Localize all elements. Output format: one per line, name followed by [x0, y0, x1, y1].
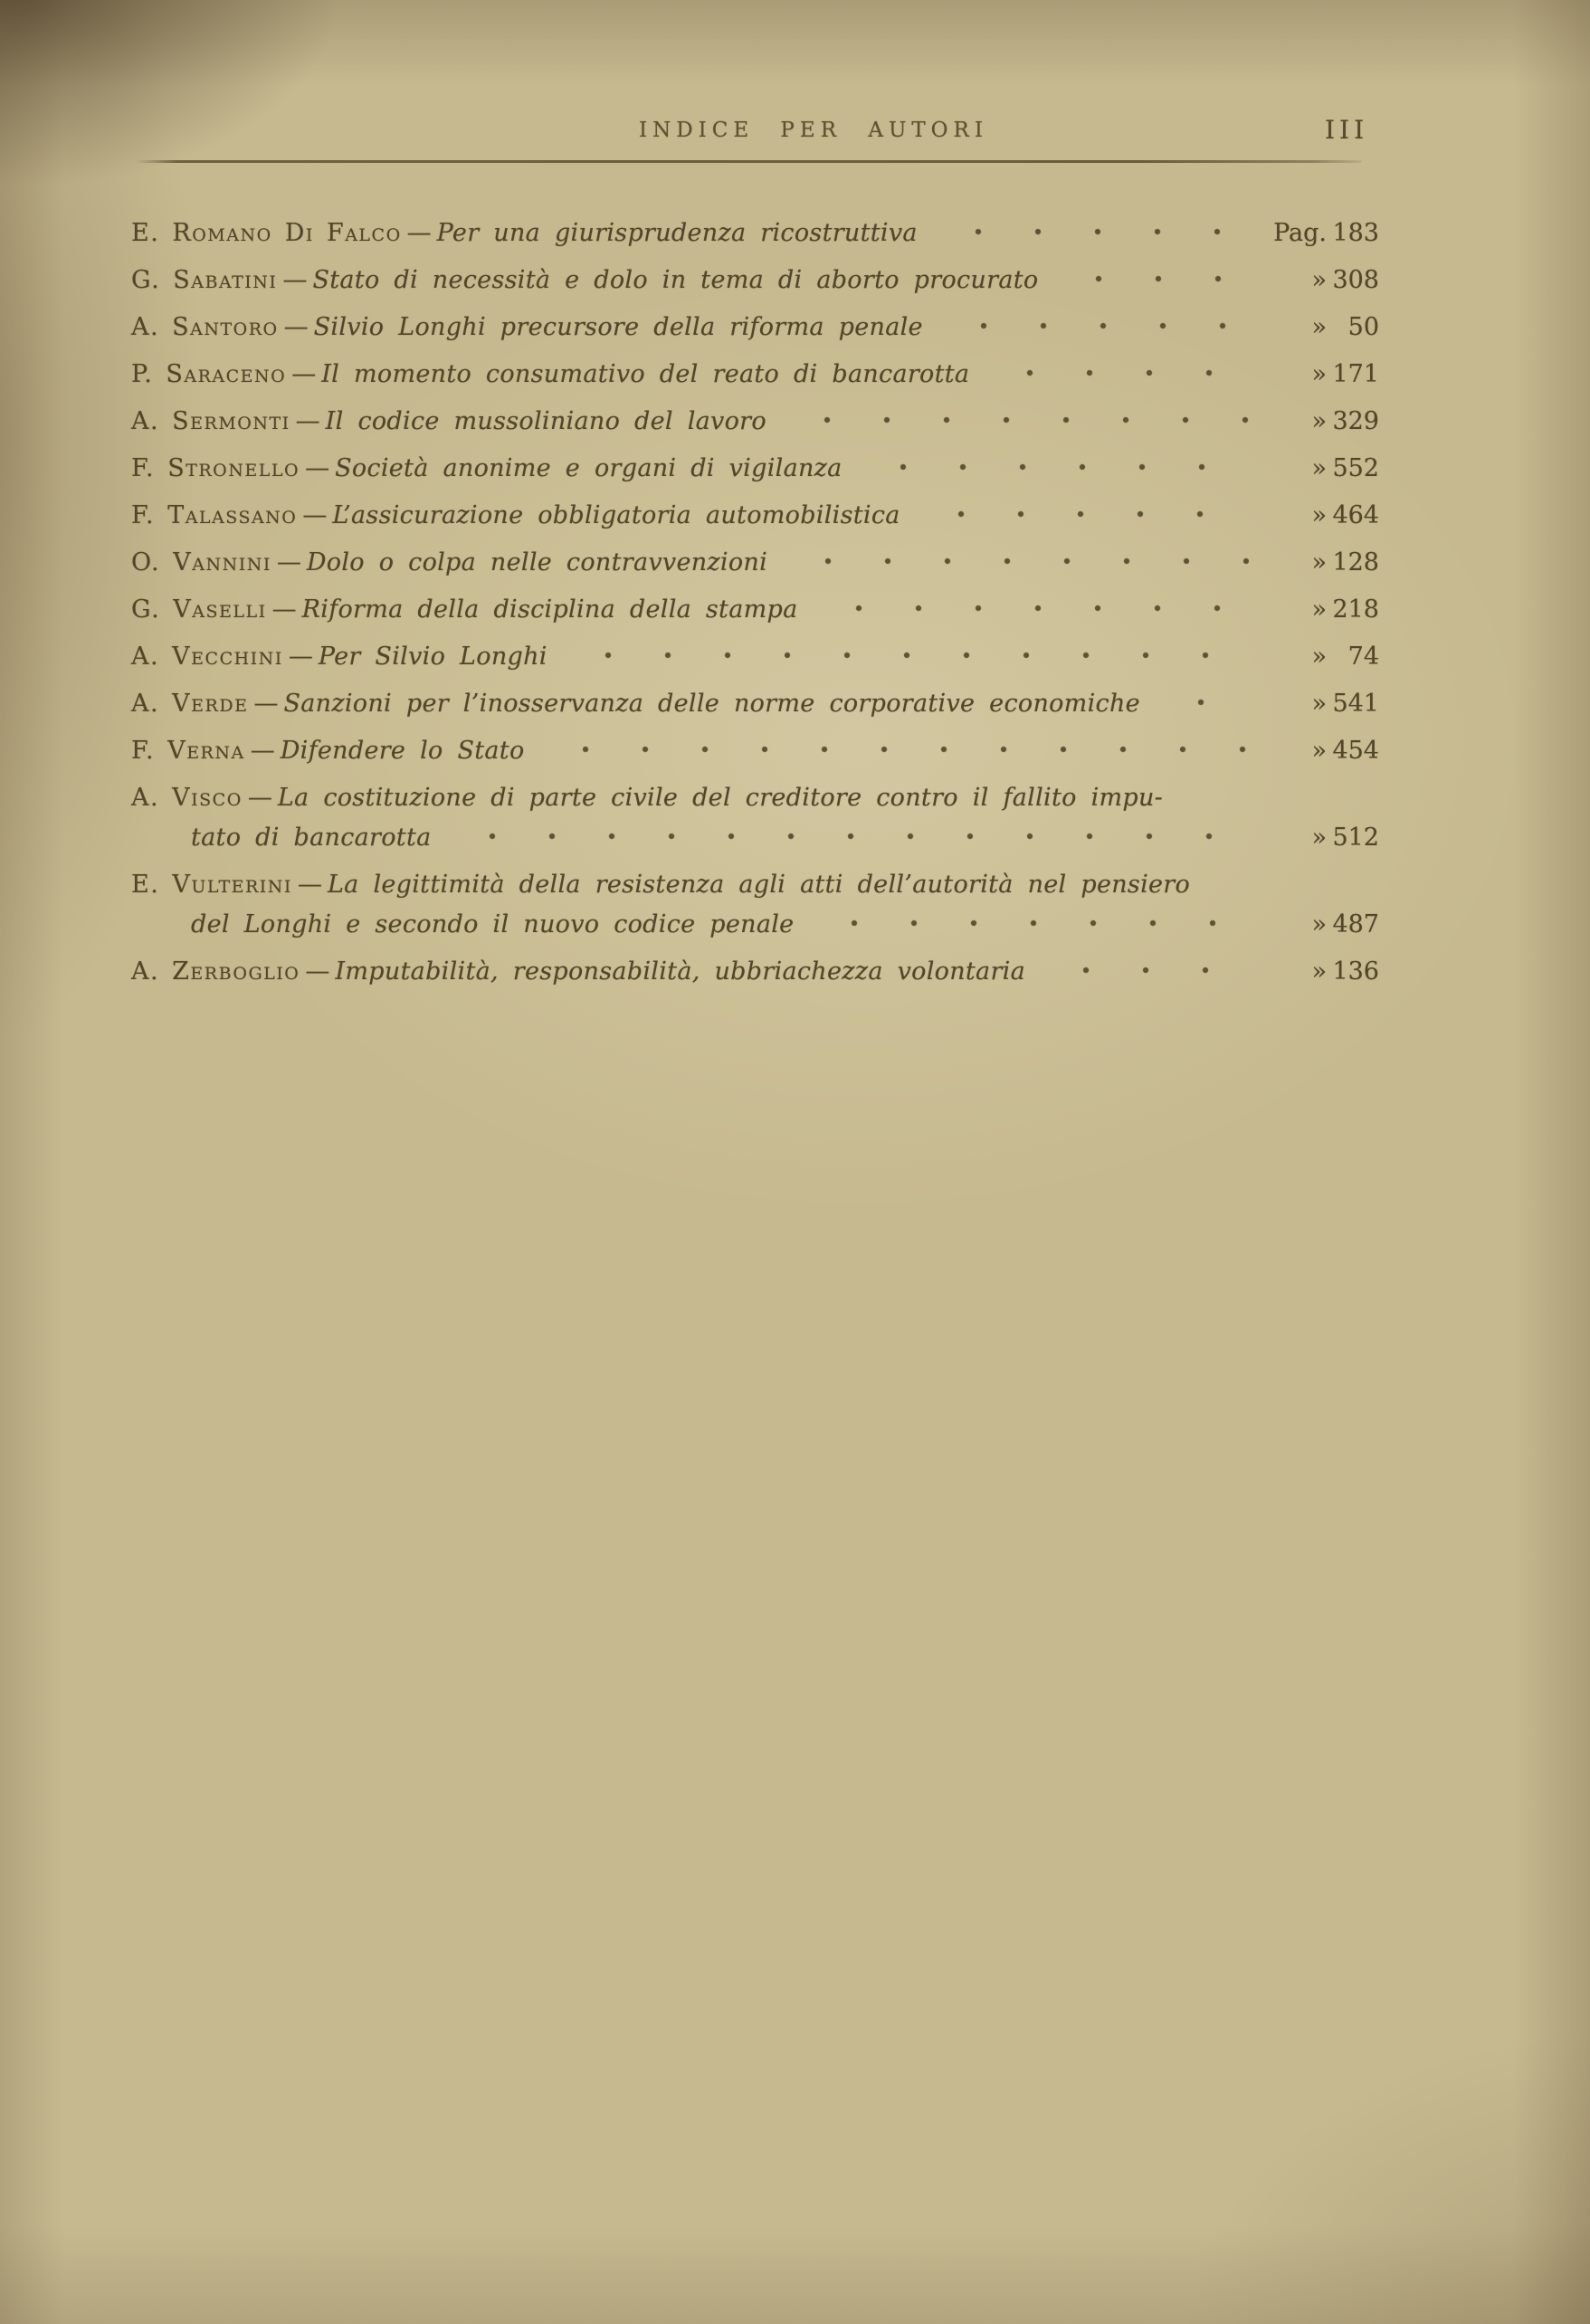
- page-ref-number: 218: [1332, 595, 1379, 624]
- entry-text: [131, 778, 1163, 818]
- entry-text: [131, 684, 1140, 724]
- dot-leader: [941, 308, 1249, 348]
- entry-title: Sanzioni per l’inosservanza delle norme corporative economiche: [283, 690, 1140, 718]
- dot-leader: [987, 355, 1249, 395]
- entry-text: [131, 637, 547, 677]
- entry-text: [131, 402, 766, 442]
- page-ref-number: 541: [1332, 690, 1379, 718]
- entry-title: Stato di necessità e dolo in tema di aborto procurato: [312, 266, 1039, 294]
- entry-title: Per una giurisprudenza ricostruttiva: [436, 219, 918, 247]
- index-entry: [131, 214, 1379, 253]
- dot-leader: [785, 402, 1249, 442]
- em-dash: —: [283, 313, 309, 341]
- page-ref-label: »: [1311, 313, 1327, 341]
- entry-title: Imputabilità, responsabilità, ubbriachezza volontaria: [335, 957, 1025, 986]
- index-entry: [131, 449, 1379, 489]
- entry-line: [131, 590, 1379, 630]
- page-ref-label: »: [1311, 643, 1327, 671]
- entry-text: [131, 865, 1190, 905]
- entry-line: [131, 449, 1379, 489]
- em-dash: —: [406, 219, 432, 247]
- dot-leader: [816, 590, 1250, 630]
- page-ref-label: »: [1311, 454, 1327, 482]
- page-ref-number: 329: [1332, 407, 1379, 435]
- entry-line: [131, 952, 1379, 992]
- page-ref-number: 136: [1332, 957, 1379, 986]
- entry-author: A. Santoro: [131, 313, 279, 341]
- entry-title: La costituzione di parte civile del creditore contro il fallito impu-: [277, 784, 1164, 812]
- entry-author: F. Talassano: [131, 501, 298, 529]
- entry-title: L’assicurazione obbligatoria automobilistica: [332, 501, 900, 529]
- page-ref-label: Pag.: [1273, 219, 1327, 247]
- entry-text: [131, 496, 900, 536]
- entry-text: [131, 590, 798, 630]
- index-entry: [131, 402, 1379, 442]
- page-ref-label: »: [1311, 266, 1327, 294]
- entry-title-continuation: tato di bancarotta: [191, 824, 432, 852]
- author-index-list: [131, 214, 1379, 999]
- page-ref-label: »: [1311, 548, 1327, 576]
- entry-author: A. Verde: [131, 690, 249, 718]
- entry-title: Il codice mussoliniano del lavoro: [325, 407, 766, 435]
- em-dash: —: [247, 784, 272, 812]
- entry-author: G. Vaselli: [131, 595, 267, 624]
- entry-text: [131, 449, 843, 489]
- entry-line: [131, 308, 1379, 348]
- running-head: INDICE PER AUTORI: [639, 119, 988, 142]
- em-dash: —: [282, 266, 308, 294]
- page-ref-label: »: [1311, 737, 1327, 765]
- entry-title-continuation: del Longhi e secondo il nuovo codice penale: [191, 910, 795, 938]
- entry-line: [131, 731, 1379, 771]
- entry-line: [131, 402, 1379, 442]
- em-dash: —: [295, 407, 320, 435]
- em-dash: —: [297, 871, 322, 899]
- index-entry: [131, 865, 1379, 945]
- index-entry: [131, 778, 1379, 858]
- dot-leader: [785, 543, 1249, 583]
- dot-leader: [936, 214, 1249, 253]
- em-dash: —: [305, 957, 330, 986]
- entry-title: Il momento consumativo del reato di bancarotta: [321, 360, 970, 388]
- entry-author: F. Stronello: [131, 454, 300, 482]
- entry-title: Difendere lo Stato: [280, 737, 525, 765]
- page-ref-number: 552: [1332, 454, 1379, 482]
- entry-text: [131, 261, 1038, 300]
- em-dash: —: [288, 643, 313, 671]
- page-ref-number: 512: [1332, 824, 1379, 852]
- entry-line: [131, 637, 1379, 677]
- page-ref-label: »: [1311, 824, 1327, 852]
- page-ref-label: »: [1311, 595, 1327, 624]
- page-ref-number: 74: [1347, 643, 1379, 671]
- page-ref-number: 464: [1332, 501, 1379, 529]
- page-ref-number: 128: [1332, 548, 1379, 576]
- page-ref-label: »: [1311, 407, 1327, 435]
- entry-title: Per Silvio Longhi: [318, 643, 547, 671]
- em-dash: —: [305, 454, 330, 482]
- entry-title: Società anonime e organi di vigilanza: [335, 454, 843, 482]
- page-ref-label: »: [1311, 957, 1327, 986]
- dot-leader: [861, 449, 1249, 489]
- entry-author: A. Zerboglio: [131, 957, 300, 986]
- header-rule: [136, 160, 1362, 163]
- entry-author: E. Romano Di Falco: [131, 219, 402, 247]
- em-dash: —: [291, 360, 317, 388]
- entry-title: La legittimità della resistenza agli atti dell’autorità nel pensiero: [327, 871, 1191, 899]
- entry-author: A. Visco: [131, 784, 243, 812]
- dot-leader: [1158, 684, 1249, 724]
- entry-title: Riforma della disciplina della stampa: [301, 595, 798, 624]
- dot-leader: [1056, 261, 1249, 300]
- entry-line: [131, 778, 1379, 818]
- entry-author: P. Saraceno: [131, 360, 287, 388]
- em-dash: —: [276, 548, 301, 576]
- entry-author: E. Vulterini: [131, 871, 292, 899]
- entry-text: [131, 952, 1025, 992]
- entry-line-continuation: [131, 818, 1379, 858]
- dot-leader: [450, 818, 1250, 858]
- index-entry: [131, 496, 1379, 536]
- page-ref-label: »: [1311, 501, 1327, 529]
- index-entry: [131, 355, 1379, 395]
- page-number: III: [1325, 115, 1369, 145]
- em-dash: —: [253, 690, 279, 718]
- dot-leader: [919, 496, 1249, 536]
- index-entry: [131, 590, 1379, 630]
- entry-author: O. Vannini: [131, 548, 271, 576]
- em-dash: —: [250, 737, 275, 765]
- entry-author: G. Sabatini: [131, 266, 278, 294]
- index-entry: [131, 952, 1379, 992]
- entry-line: [131, 261, 1379, 300]
- entry-author: F. Verna: [131, 737, 245, 765]
- entry-author: A. Sermonti: [131, 407, 290, 435]
- entry-author: A. Vecchini: [131, 643, 283, 671]
- page-ref-label: »: [1311, 910, 1327, 938]
- entry-text: [131, 355, 969, 395]
- dot-leader: [812, 905, 1249, 945]
- index-entry: [131, 637, 1379, 677]
- dot-leader: [543, 731, 1249, 771]
- index-entry: [131, 261, 1379, 300]
- index-entry: [131, 543, 1379, 583]
- entry-line: [131, 214, 1379, 253]
- page-ref-number: 454: [1332, 737, 1379, 765]
- page-ref-number: 308: [1332, 266, 1379, 294]
- em-dash: —: [271, 595, 297, 624]
- entry-line: [131, 355, 1379, 395]
- dot-leader: [1043, 952, 1249, 992]
- entry-line-continuation: [131, 905, 1379, 945]
- page-ref-number: 50: [1347, 313, 1379, 341]
- entry-title: Dolo o colpa nelle contravvenzioni: [306, 548, 768, 576]
- entry-text: [131, 543, 767, 583]
- entry-line: [131, 496, 1379, 536]
- page-ref-label: »: [1311, 690, 1327, 718]
- entry-line: [131, 684, 1379, 724]
- entry-text: [131, 308, 923, 348]
- index-entry: [131, 731, 1379, 771]
- entry-text: [131, 731, 525, 771]
- dot-leader: [566, 637, 1249, 677]
- page-ref-number: 487: [1332, 910, 1379, 938]
- entry-title: Silvio Longhi precursore della riforma penale: [313, 313, 923, 341]
- page-ref-number: 171: [1332, 360, 1379, 388]
- index-entry: [131, 684, 1379, 724]
- entry-line: [131, 543, 1379, 583]
- index-entry: [131, 308, 1379, 348]
- entry-line: [131, 865, 1379, 905]
- entry-text: [131, 214, 918, 253]
- em-dash: —: [302, 501, 328, 529]
- page-ref-label: »: [1311, 360, 1327, 388]
- page-ref-number: 183: [1332, 219, 1379, 247]
